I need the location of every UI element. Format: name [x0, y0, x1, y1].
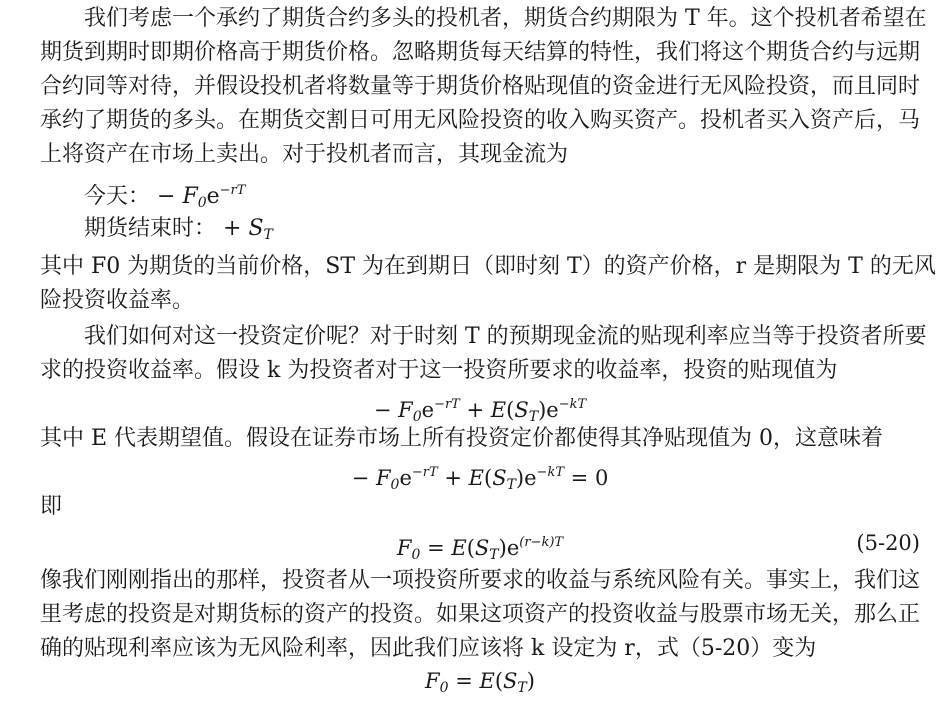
cash-flow-today	[84, 176, 245, 218]
equation-number: (5-20)	[856, 531, 920, 555]
paragraph-1-line-5: 上将资产在市场上卖出。对于投机者而言，其现金流为	[40, 142, 569, 167]
paragraph-6-line-3: 确的贴现利率应该为无风险利率，因此我们应该将 k 设定为 r，式（5-20）变为	[40, 636, 817, 661]
paragraph-1-line-2: 期货到期时即期价格高于期货价格。忽略期货每天结算的特性，我们将这个期货合约与远期	[40, 40, 921, 65]
paragraph-3-line-2: 求的投资收益率。假设 k 为投资者对于这一投资所要求的收益率，投资的贴现值为	[40, 358, 838, 383]
cash-flow-end-label: 期货结束时：	[84, 216, 217, 241]
equation-final: $F_0 = E(S_T)$	[425, 669, 535, 696]
cash-flow-today-label: 今天：	[84, 184, 151, 209]
equation-5-20: $F_0 = E(S_T)e^{(r-k)T}$	[396, 535, 564, 563]
equation-present-value: − $F_0e^{-rT} + E(S_T)e^{-kT}$	[373, 397, 587, 425]
paragraph-1-line-1: 我们考虑一个承约了期货合约多头的投机者，期货合约期限为 T 年。这个投机者希望在	[84, 6, 927, 31]
cash-flow-end-formula: + $S_T$	[216, 216, 273, 243]
cash-flow-today-formula: − $F_0e^{-rT}$	[150, 183, 246, 211]
paragraph-5: 即	[40, 494, 63, 519]
equation-npv-zero: − $F_0e^{-rT} + E(S_T)e^{-kT} = 0$	[351, 465, 609, 493]
paragraph-2-line-2: 险投资收益率。	[40, 288, 195, 313]
paragraph-1-line-3: 合约同等对待，并假设投机者将数量等于期货价格贴现值的资金进行无风险投资，而且同时	[40, 74, 921, 99]
paragraph-2-line-1: 其中 F0 为期货的当前价格，ST 为在到期日（即时刻 T）的资产价格，r 是期限为 T 的无风	[40, 254, 936, 279]
paragraph-4: 其中 E 代表期望值。假设在证券市场上所有投资定价都使得其净贴现值为 0，这意味着	[40, 426, 884, 451]
paragraph-3-line-1: 我们如何对这一投资定价呢？对于时刻 T 的预期现金流的贴现利率应当等于投资者所要	[84, 324, 927, 349]
cash-flow-end	[84, 214, 273, 250]
paragraph-6-line-1: 像我们刚刚指出的那样，投资者从一项投资所要求的收益与系统风险有关。事实上，我们这	[40, 568, 921, 593]
paragraph-1-line-4: 承约了期货的多头。在期货交割日可用无风险投资的收入购买资产。投机者买入资产后，马	[40, 108, 921, 133]
paragraph-6-line-2: 里考虑的投资是对期货标的资产的投资。如果这项资产的投资收益与股票市场无关，那么正	[40, 602, 921, 627]
